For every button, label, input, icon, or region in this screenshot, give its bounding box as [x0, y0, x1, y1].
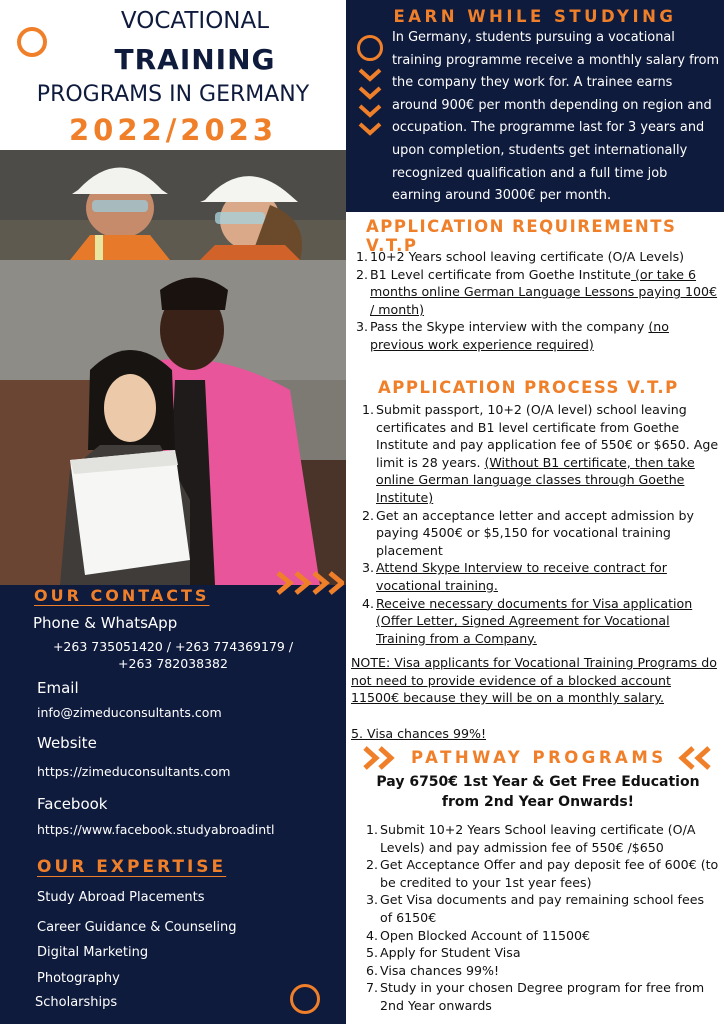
chevrons-left-icon	[676, 745, 712, 771]
website-label: Website	[37, 734, 97, 752]
phone-numbers-line2[interactable]: +263 782038382	[118, 656, 228, 671]
chevrons-right-icon	[274, 569, 344, 597]
title-line1: VOCATIONAL	[120, 8, 270, 34]
website-link[interactable]: https://zimeduconsultants.com	[37, 764, 231, 779]
expertise-heading: OUR EXPERTISE	[37, 857, 227, 877]
earn-heading: EARN WHILE STUDYING	[393, 7, 677, 26]
list-item: 6. Visa chances 99%!	[366, 962, 500, 978]
list-item: 4. Open Blocked Account of 11500€	[366, 927, 591, 943]
pathway-subheading: Pay 6750€ 1st Year & Get Free Education from 2nd Year Onwards!	[376, 774, 700, 810]
circle-decoration-icon	[290, 984, 320, 1014]
expertise-item: Career Guidance & Counseling	[37, 920, 237, 935]
list-item: 2. B1 Level certificate from Goethe Institute (or take 6 months online German Language Lessons paying 100€ / month)	[356, 266, 718, 317]
phone-label: Phone & WhatsApp	[33, 614, 178, 632]
list-item: 3. Attend Skype Interview to receive contract for vocational training.	[362, 560, 667, 593]
students-photo	[0, 260, 346, 585]
requirements-heading: APPLICATION REQUIREMENTS V.T.P	[366, 217, 677, 255]
chevron-down-icon	[358, 122, 382, 136]
process-list	[362, 401, 720, 647]
facebook-label: Facebook	[37, 795, 108, 813]
facebook-link[interactable]: https://www.facebook.studyabroadintl	[37, 822, 275, 837]
title-year: 2022/2023	[68, 113, 278, 147]
visa-note: NOTE: Visa applicants for Vocational Training Programs do not need to provide evidence of a blocked account 11500€ because they will be on a monthly salary.	[351, 655, 717, 706]
title-block	[0, 0, 346, 150]
list-item: 3. Get Visa documents and pay remaining school fees of 6150€	[366, 892, 704, 925]
chevron-down-icon	[358, 86, 382, 100]
contacts-section	[0, 585, 346, 1024]
list-item: 2. Get Acceptance Offer and pay deposit fee of 600€ (to be credited to your 1st year fees)	[366, 857, 719, 890]
list-item: 7. Study in your chosen Degree program for free from 2nd Year onwards	[366, 980, 705, 1013]
list-item: 5. Apply for Student Visa	[366, 945, 521, 961]
pathway-heading: PATHWAY PROGRAMS	[411, 748, 667, 767]
expertise-item: Photography	[37, 971, 120, 986]
list-item: 1. Submit 10+2 Years School leaving certificate (O/A Levels) and pay admission fee of 550€ /$650	[366, 822, 696, 855]
circle-decoration-icon	[357, 35, 383, 61]
expertise-item: Digital Marketing	[37, 945, 149, 960]
visa-chances-note: 5. Visa chances 99%!	[351, 726, 487, 741]
requirements-list	[356, 248, 718, 354]
earn-description: In Germany, students pursuing a vocational training programme receive a monthly salary from the company they work for. A trainee earns around 900€ per month depending on region and occupation. The programme last for 3 years and upon completion, students get internationally recognized qualification and a full time job earning around 3000€ per month.	[392, 30, 720, 204]
expertise-item: Scholarships	[35, 995, 118, 1010]
engineers-photo	[0, 150, 346, 260]
chevron-down-icon	[358, 68, 382, 82]
phone-numbers-line1[interactable]: +263 735051420 / +263 774369179 /	[52, 639, 294, 654]
chevron-down-icon	[358, 104, 382, 118]
list-item: 4. Receive necessary documents for Visa application (Offer Letter, Signed Agreement for Vocational Training from a Company.	[362, 595, 693, 646]
chevrons-right-icon	[362, 745, 398, 771]
list-item: 1. Submit passport, 10+2 (O/A level) school leaving certificates and B1 level certificate from Goethe Institute and pay application fee of 550€ or $650. Age limit is 28 years. (Without B1 certificate, then take online German language classes through Goethe Institute)	[362, 402, 719, 505]
title-line2: TRAINING	[114, 43, 276, 76]
title-line3: PROGRAMS IN GERMANY	[36, 82, 310, 107]
email-label: Email	[37, 679, 79, 697]
circle-decoration-icon	[17, 27, 47, 57]
list-item: 1. 10+2 Years school leaving certificate (O/A Levels)	[356, 249, 685, 264]
contacts-heading: OUR CONTACTS	[34, 586, 210, 605]
expertise-item: Study Abroad Placements	[37, 890, 205, 905]
earn-while-studying-section	[346, 0, 724, 212]
list-item: 3. Pass the Skype interview with the company (no previous work experience required)	[356, 319, 669, 352]
list-item: 2. Get an acceptance letter and accept admission by paying 4500€ or $5,150 for vocational training placement	[362, 507, 695, 558]
process-heading: APPLICATION PROCESS V.T.P	[378, 378, 679, 397]
pathway-list	[366, 821, 720, 1015]
email-link[interactable]: info@zimeduconsultants.com	[37, 705, 222, 720]
